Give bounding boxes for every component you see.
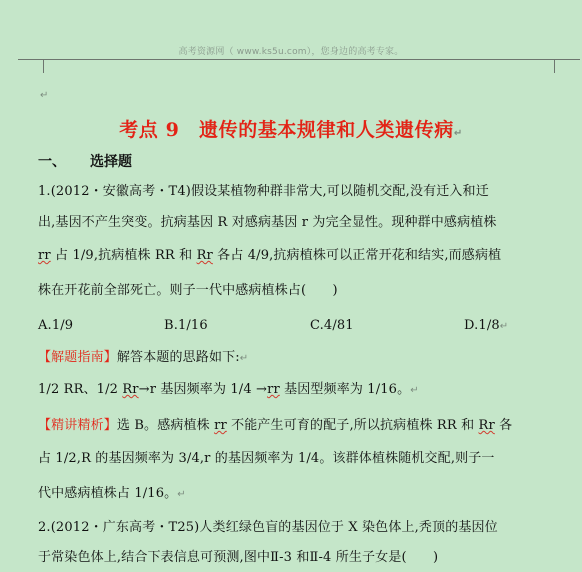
page-title (0, 115, 582, 142)
genotype-text: Rr (196, 248, 213, 263)
text-run: 占 1/9,抗病植株 RR 和 (50, 248, 197, 263)
question-1-line-2: 出,基因不产生突变。抗病基因 R 对感病基因 r 为完全显性。现种群中感病植株 (38, 215, 497, 230)
text-run: 基因型频率为 1/16。 (279, 382, 411, 397)
option-c: C.4/81 (310, 318, 354, 333)
question-1-line-4: 株在开花前全部死亡。则子一代中感病植株占( ) (38, 283, 338, 298)
page-header: 高考资源网（ www.ks5u.com），您身边的高考专家。 (178, 47, 404, 57)
guide-line (38, 350, 558, 367)
section-label: 选择题 (90, 154, 132, 170)
analysis-tag: 【精讲精析】 (38, 418, 117, 433)
section-number: 一、 (38, 154, 66, 170)
text-run: →r 基因频率为 1/4 → (138, 382, 268, 397)
paragraph-mark-icon: ↵ (499, 321, 509, 332)
text-run: 不能产生可育的配子,所以抗病植株 RR 和 (226, 418, 479, 433)
analysis-line-2: 占 1/2,R 的基因频率为 3/4,r 的基因频率为 1/4。该群体植株随机交配,则子一 (38, 451, 495, 466)
genotype-text: rr (267, 382, 280, 397)
question-1-line-1: 1.(2012・安徽高考・T4)假设某植物种群非常大,可以随机交配,没有迁入和迁 (38, 184, 489, 199)
option-b: B.1/16 (164, 318, 208, 333)
paragraph-mark-icon: ↵ (40, 90, 49, 101)
analysis-line-1 (38, 418, 558, 434)
guide-text: 解答本题的思路如下: (116, 350, 240, 365)
option-d: D.1/8 (464, 318, 500, 333)
question-2-line-2: 于常染色体上,结合下表信息可预测,图中Ⅱ-3 和Ⅱ-4 所生子女是( ) (38, 550, 439, 565)
paragraph-mark-icon: ↵ (453, 128, 463, 139)
genotype-text: rr (214, 418, 227, 433)
paragraph-mark-icon: ↵ (239, 353, 249, 364)
text-run: 各 (494, 418, 513, 433)
question-2-line-1: 2.(2012・广东高考・T25)人类红绿色盲的基因位于 X 染色体上,秃顶的基因位 (38, 520, 498, 535)
question-1-line-3 (38, 248, 558, 264)
text-run: 选 B。感病植株 (116, 418, 215, 433)
question-1-options (38, 318, 558, 335)
guide-tag: 【解题指南】 (38, 350, 117, 365)
crop-mark-right-vertical (554, 59, 555, 73)
crop-mark-right-horizontal (555, 59, 580, 60)
section-heading (38, 151, 132, 171)
crop-mark-left-vertical (43, 59, 44, 73)
analysis-line-3 (38, 486, 558, 503)
guide-steps (38, 382, 558, 399)
genotype-text: Rr (122, 382, 139, 397)
paragraph-mark-icon: ↵ (410, 385, 419, 396)
page-title-text: 考点 9 遗传的基本规律和人类遗传病 (119, 119, 454, 141)
header-rule (44, 59, 554, 60)
crop-mark-left-horizontal (18, 59, 43, 60)
text-run: 1/2 RR、1/2 (38, 382, 123, 397)
genotype-text: Rr (478, 418, 495, 433)
text-run: 代中感病植株占 1/16。 (38, 486, 178, 501)
text-run: 各占 4/9,抗病植株可以正常开花和结实,而感病植 (212, 248, 502, 263)
genotype-text: rr (38, 248, 51, 263)
paragraph-mark-icon: ↵ (177, 489, 186, 500)
option-a: A.1/9 (38, 318, 74, 333)
